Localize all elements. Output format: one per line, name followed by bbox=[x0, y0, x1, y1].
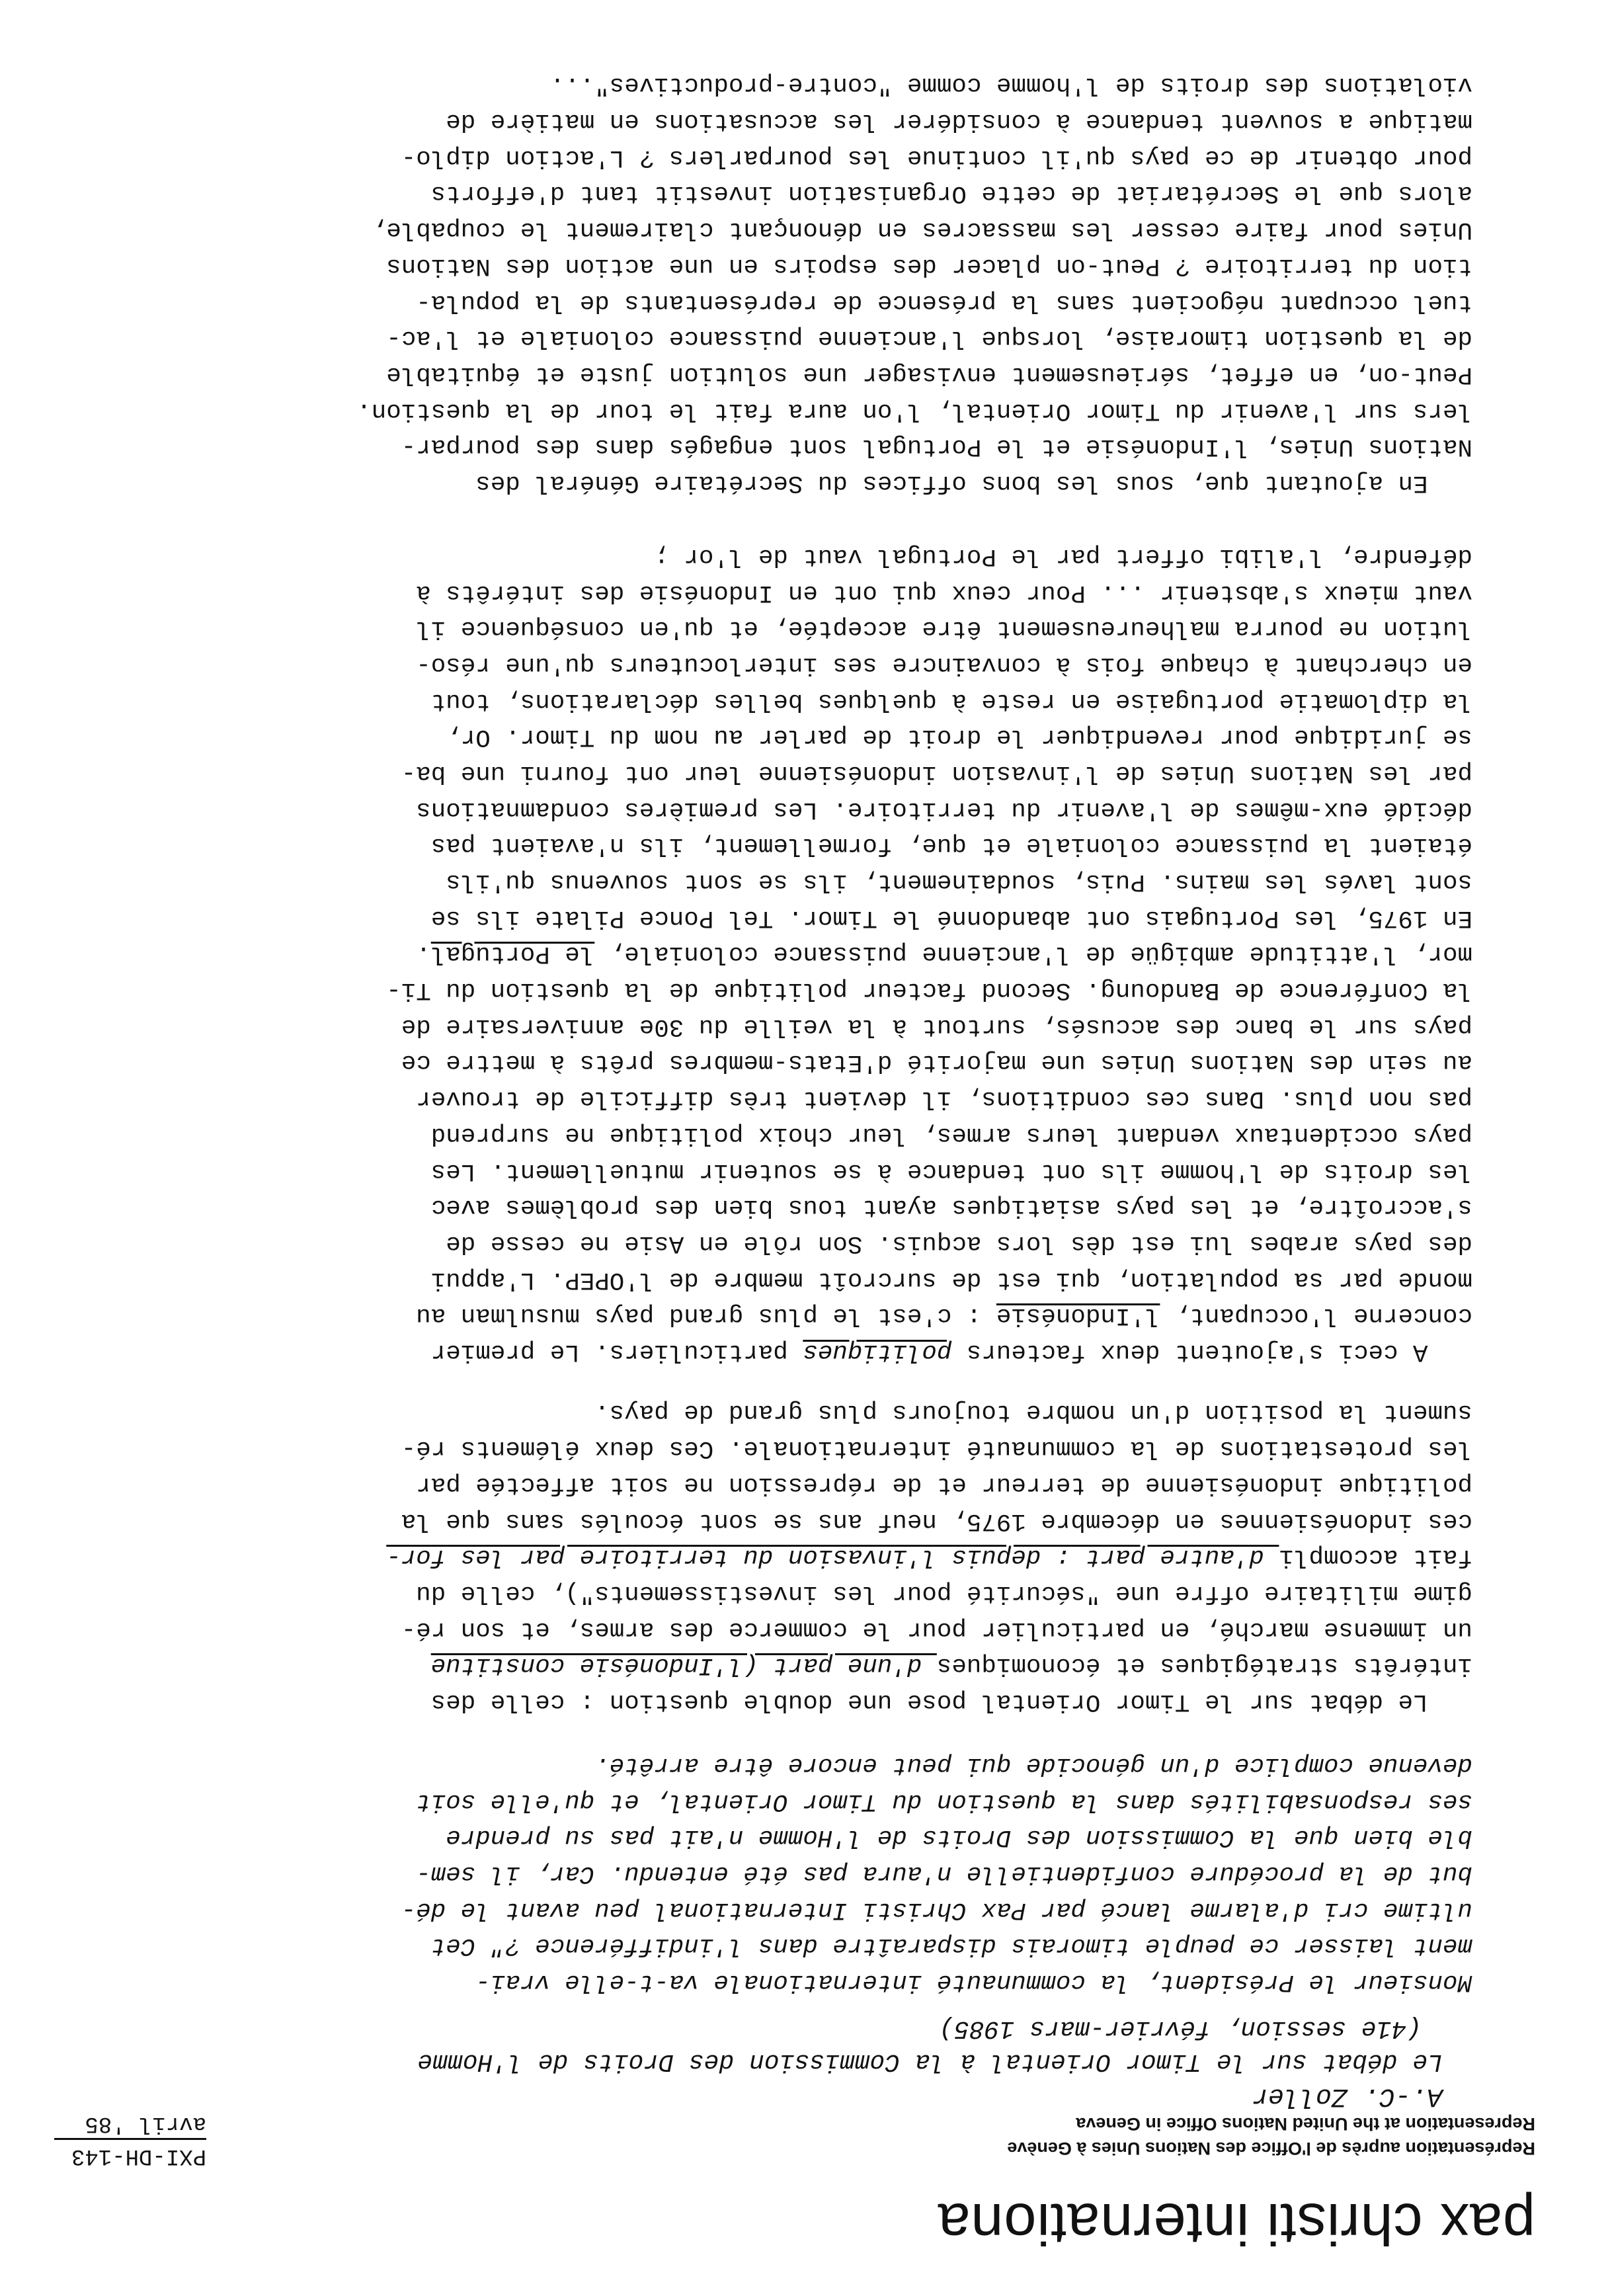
text-line bbox=[31, 1297, 1472, 1334]
line-text: ment laisser ce peuple timorais disparaître dans l'indifférence ?" Cet bbox=[430, 1932, 1472, 1960]
text-line bbox=[31, 1746, 1472, 1783]
line-text: la Conférence de Bandoung. Second facteur politique de la question du Ti- bbox=[386, 976, 1472, 1004]
line-text: en cherchant à chaque fois à convaincre ses interlocuteurs qu'une réso- bbox=[416, 650, 1472, 678]
line-text: étaient la puissance coloniale et que, formellement, ils n'avaient pas bbox=[430, 831, 1472, 860]
text-line bbox=[31, 1683, 1472, 1719]
text-line bbox=[31, 863, 1472, 899]
text-line bbox=[31, 1008, 1472, 1044]
text-line bbox=[31, 719, 1472, 755]
line-text: intérêts stratégiques et économiques bbox=[936, 1651, 1472, 1680]
line-text: violations des droits de l'homme comme "contre-productives"... bbox=[549, 71, 1472, 99]
author: A.-C. Zoller bbox=[1252, 2081, 1443, 2111]
text-line bbox=[31, 1611, 1472, 1647]
line-text: de la question timoraise, lorsque l'ancienne puissance coloniale et l'ac- bbox=[386, 324, 1472, 352]
line-text: ultime cri d'alarme lancé par Pax Christi International peu avant le dé- bbox=[401, 1895, 1472, 1924]
text-line bbox=[31, 1044, 1472, 1081]
text-line bbox=[31, 175, 1472, 212]
line-text: Le débat sur le Timor Oriental pose une double question : celle des bbox=[430, 1688, 1472, 1715]
org-name-french: Représentation auprès de l'Office des Nations Unies à Genève bbox=[1007, 2139, 1535, 2158]
line-text: : c'est le plus grand pays musulman au bbox=[416, 1301, 996, 1330]
paragraph-double-question bbox=[31, 1394, 1472, 1719]
text-line bbox=[31, 1430, 1472, 1467]
line-text: les protestations de la communauté internationale. Ces deux éléments ré- bbox=[401, 1434, 1472, 1463]
text-line bbox=[31, 212, 1472, 248]
line-text: but de la procédure confidentielle n'aura pas été entendu. Car, il sem- bbox=[416, 1859, 1472, 1887]
title-line: Le débat sur le Timor Oriental à la Commission des Droits de l'Homme bbox=[417, 2047, 1443, 2076]
line-text: devenue complice d'un génocide qui peut encore être arrêté. bbox=[594, 1750, 1472, 1779]
text-line bbox=[31, 356, 1472, 392]
text-line bbox=[31, 1575, 1472, 1611]
line-text: s'accroître, et les pays asiatiques ayant tous bien des problèmes avec bbox=[430, 1193, 1472, 1221]
text-line bbox=[31, 1394, 1472, 1430]
text-line bbox=[31, 1153, 1472, 1189]
line-text: Monsieur le Président, la communauté internationale va-t-elle vrai- bbox=[475, 1968, 1472, 1996]
text-line bbox=[31, 827, 1472, 864]
emphasized-text: le Portugal bbox=[430, 940, 595, 968]
line-text: monde par sa population, qui est de surcroît membre de l'OPEP. L'appui bbox=[430, 1265, 1472, 1293]
line-text: ces indonésiennes en décembre 1975, neuf ans se sont écoulés sans que la bbox=[401, 1506, 1472, 1535]
text-line bbox=[31, 1928, 1472, 1964]
text-line bbox=[31, 284, 1472, 320]
paragraph-intro bbox=[31, 1746, 1472, 2000]
line-text: alors que le Secrétariat de cette Organisation investit tant d'efforts bbox=[430, 179, 1472, 208]
line-text: Peut-on, en effet, sérieusement envisager une solution juste et équitable bbox=[386, 360, 1472, 388]
text-line bbox=[31, 1502, 1472, 1539]
line-text: les droits de l'homme ils ont tendance à se soutenir mutuellement. Les bbox=[430, 1157, 1472, 1185]
paragraph-negotiations bbox=[31, 67, 1472, 501]
text-line bbox=[31, 682, 1472, 719]
emphasized-text: l'Indonésie bbox=[996, 1301, 1160, 1330]
document-reference bbox=[54, 2109, 206, 2170]
document-title bbox=[417, 2012, 1443, 2078]
line-text: pour obtenir de ce pays qu'il continue les pourparlers ? L'action diplo- bbox=[401, 143, 1472, 171]
text-line bbox=[31, 1891, 1472, 1928]
text-line bbox=[31, 1539, 1472, 1575]
line-text: lers sur l'avenir du Timor Oriental, l'on aura fait le tour de la question. bbox=[356, 396, 1472, 425]
doc-ref-rule bbox=[54, 2138, 206, 2140]
line-text: gime militaire offre une "sécurité pour les investissements"), celle du bbox=[416, 1578, 1472, 1607]
text-line bbox=[31, 899, 1472, 936]
text-line bbox=[31, 1855, 1472, 1891]
line-text: tuel occupant négocient sans la présence de représentants de la popula- bbox=[416, 288, 1472, 316]
text-line bbox=[31, 429, 1472, 465]
line-text: pays occidentaux vendant leurs armes, leur choix politique ne surprend bbox=[430, 1120, 1472, 1149]
line-text: la diplomatie portugaise en reste à quelques belles déclarations, tout bbox=[430, 686, 1472, 715]
line-text: sument la position d'un nombre toujours plus grand de pays. bbox=[594, 1398, 1472, 1426]
line-text: décidé eux-mêmes de l'avenir du territoire. Les premières condamnations bbox=[416, 795, 1472, 823]
line-text: mor, l'attitude ambigüe de l'ancienne puissance coloniale, bbox=[594, 940, 1472, 968]
line-text: sont lavés les mains. Puis, soudainement, ils se sont souvenus qu'ils bbox=[446, 868, 1472, 896]
text-line bbox=[31, 102, 1472, 139]
text-line bbox=[31, 464, 1472, 501]
line-text: concerne l'occupant, bbox=[1160, 1301, 1472, 1330]
text-line bbox=[31, 1261, 1472, 1297]
line-text: lution ne pourra malheureusement être acceptée, et qu'en conséquence il bbox=[416, 614, 1472, 643]
line-text: particuliers. Le premier bbox=[430, 1338, 803, 1366]
emphasized-text: d'autre part : depuis l'invasion du territoire par les for- bbox=[386, 1543, 1279, 1571]
line-text: tion du territoire ? Peut-on placer des espoirs en une action des Nations bbox=[386, 251, 1472, 280]
line-text: vaut mieux s'abstenir ... Pour ceux qui ont en Indonésie des intérêts à bbox=[416, 578, 1472, 606]
text-line bbox=[31, 1189, 1472, 1225]
letterhead bbox=[48, 2111, 1535, 2258]
text-line bbox=[31, 1647, 1472, 1684]
paragraph-political-factors bbox=[31, 538, 1472, 1370]
line-text: pas non plus. Dans ces conditions, il devient très difficile de trouver bbox=[416, 1085, 1472, 1113]
text-line bbox=[31, 1963, 1472, 2000]
line-text: En 1975, les Portugais ont abandonné le Timor. Tel Ponce Pilate ils se bbox=[430, 903, 1472, 932]
org-name-english: Representation at the United Nations Office in Geneva bbox=[1076, 2114, 1535, 2134]
doc-date: avril '85 bbox=[85, 2111, 206, 2136]
line-text: . bbox=[416, 940, 431, 968]
emphasized-text: politiques bbox=[803, 1338, 952, 1366]
text-line bbox=[31, 1116, 1472, 1153]
line-text: matique a souvent tendance à considérer les accusations en matière de bbox=[446, 107, 1472, 136]
text-line bbox=[31, 320, 1472, 356]
line-text: par les Nations Unies de l'invasion indonésienne leur ont fourni une ba- bbox=[401, 759, 1472, 787]
line-text: Nations Unies, l'Indonésie et le Portugal sont engagés dans des pourpar- bbox=[401, 432, 1472, 461]
line-text: politique indonésienne de terreur et de répression ne soit affectée par bbox=[416, 1470, 1472, 1498]
text-line bbox=[31, 1333, 1472, 1370]
line-text: fait accompli bbox=[1279, 1543, 1472, 1571]
line-text: ble bien que la Commission des Droits de l'Homme n'ait pas su prendre bbox=[446, 1823, 1472, 1852]
text-line bbox=[31, 755, 1472, 791]
line-text: défendre, l'alibi offert par le Portugal vaut de l'or ; bbox=[654, 542, 1472, 570]
line-text: des pays arabes lui est dès lors acquis. Son rôle en Asie ne cesse de bbox=[446, 1229, 1472, 1257]
line-text: se juridique pour revendiquer le droit de parler au nom du Timor. Or, bbox=[446, 723, 1472, 751]
doc-ref-number: PXI-DH-143 bbox=[71, 2143, 206, 2168]
line-text: A ceci s'ajoutent deux facteurs bbox=[951, 1338, 1472, 1366]
text-line bbox=[31, 139, 1472, 175]
title-line: (41e session, février-mars 1985) bbox=[939, 2014, 1422, 2043]
text-line bbox=[31, 971, 1472, 1008]
line-text: En ajoutant que, sous les bons offices du Secrétaire Général des bbox=[475, 469, 1472, 497]
text-line bbox=[31, 1819, 1472, 1856]
line-text: ses responsabilités dans la question du Timor Oriental, et qu'elle soit bbox=[416, 1787, 1472, 1815]
text-line bbox=[31, 574, 1472, 610]
text-line bbox=[31, 392, 1472, 429]
text-line bbox=[31, 1081, 1472, 1117]
text-line bbox=[31, 936, 1472, 972]
line-text: pays sur le banc des accusés, surtout à la veille du 30e anniversaire de bbox=[401, 1012, 1472, 1040]
text-line bbox=[31, 791, 1472, 827]
line-text: Unies pour faire cesser les massacres en dénonçant clairement le coupable, bbox=[371, 216, 1472, 244]
text-line bbox=[31, 67, 1472, 103]
line-text: au sein des Nations Unies une majorité d'Etats-membres prêts à mettre ce bbox=[401, 1048, 1472, 1077]
text-line bbox=[31, 646, 1472, 682]
text-line bbox=[31, 1466, 1472, 1502]
text-line bbox=[31, 1225, 1472, 1261]
text-line bbox=[31, 1783, 1472, 1819]
emphasized-text: d'une part (l'Indonésie constitue bbox=[430, 1651, 937, 1680]
text-line bbox=[31, 247, 1472, 284]
logo-text: pax christi internationa bbox=[937, 2192, 1535, 2257]
text-line bbox=[31, 538, 1472, 574]
line-text: un immense marché, en particulier pour le commerce des armes, et son ré- bbox=[401, 1615, 1472, 1643]
text-line bbox=[31, 610, 1472, 647]
